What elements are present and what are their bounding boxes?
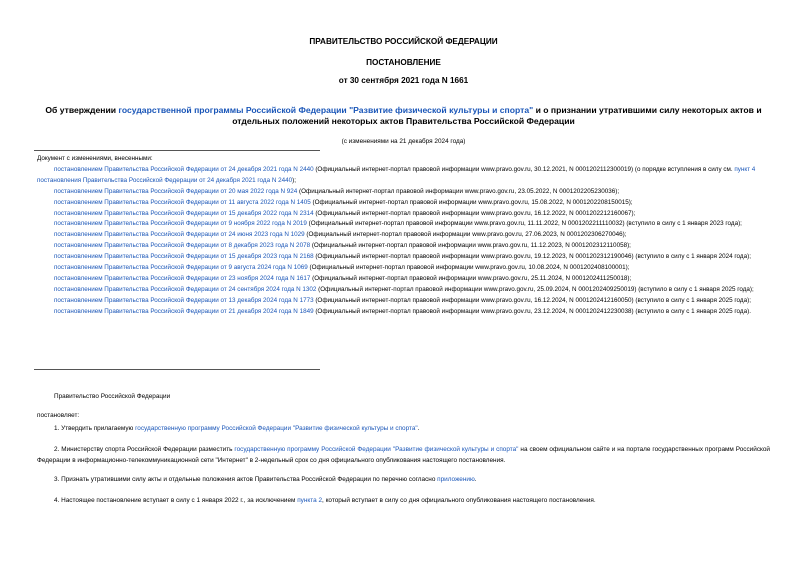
amendment-link[interactable]: постановлением Правительства Российской Федерации от 20 мая 2022 года N 924 [54, 187, 298, 195]
issuing-body: Правительство Российской Федерации [54, 393, 171, 400]
title-program-link[interactable]: государственной программы Российской Федерации "Развитие физической культуры и спорта" [118, 105, 534, 115]
amendment-link[interactable]: постановлением Правительства Российской Федерации от 21 декабря 2024 года N 1849 [54, 307, 314, 315]
paragraph-2: 2. Министерству спорта Российской Федерации разместить государственную программу Российской Федерации "Развитие физической культуры и спорта" на своем официальном сайте и на портале государственных программ Российской Федерации в информационно-телекоммуникационной сети "Интернет" в 2-недельный срок со дня официального опубликования настоящего постановления. [37, 446, 770, 464]
amendment-link[interactable]: постановлением Правительства Российской Федерации от 24 декабря 2021 года N 2440 [54, 165, 314, 173]
amendment-link[interactable]: постановлением Правительства Российской Федерации от 23 ноября 2024 года N 1617 [54, 274, 311, 282]
divider-bottom [34, 369, 320, 370]
amendment-item: постановлением Правительства Российской Федерации от 20 мая 2022 года N 924 (Официальный интернет-портал правовой информации www.pravo.gov.ru, 23.05.2022, N 0001202205230036); [54, 187, 620, 195]
title-prefix: Об утверждении [45, 105, 119, 115]
amendment-item: постановлением Правительства Российской Федерации от 11 августа 2022 года N 1405 (Официальный интернет-портал правовой информации www.pravo.gov.ru, 15.08.2022, N 0001202208150015); [54, 198, 633, 206]
amendment-item: постановлением Правительства Российской Федерации от 21 декабря 2024 года N 1849 (Официальный интернет-портал правовой информации www.pravo.gov.ru, 23.12.2024, N 0001202412230038) (вступило в силу с 1 января 2025 года). [54, 307, 751, 315]
title-suffix: и о признании утратившими силу некоторых актов и отдельных положений некоторых актов Правительства Российской Федерации [232, 105, 762, 126]
amendment-link[interactable]: постановлением Правительства Российской Федерации от 9 августа 2024 года N 1069 [54, 264, 308, 272]
decrees-word: постановляет: [37, 412, 80, 419]
amendment-item: постановлением Правительства Российской Федерации от 15 декабря 2022 года N 2314 (Официальный интернет-портал правовой информации www.pravo.gov.ru, 16.12.2022, N 0001202212160067); [54, 209, 636, 217]
amendment-link[interactable]: постановлением Правительства Российской Федерации от 9 ноября 2022 года N 2019 [54, 220, 307, 228]
amendment-item: постановлением Правительства Российской Федерации от 13 декабря 2024 года N 1773 (Официальный интернет-портал правовой информации www.pravo.gov.ru, 16.12.2024, N 0001202412160050) (вступило в силу с 1 января 2025 года); [54, 296, 751, 304]
changes-note: (с изменениями на 21 декабря 2024 года) [341, 138, 466, 145]
amendment-link[interactable]: постановлением Правительства Российской Федерации от 8 декабря 2023 года N 2078 [54, 242, 311, 250]
paragraph-3: 3. Признать утратившими силу акты и отдельные положения актов Правительства Российской Федерации по перечню согласно приложению. [54, 476, 477, 483]
amendment-item: постановлением Правительства Российской Федерации от 8 декабря 2023 года N 2078 (Официальный интернет-портал правовой информации www.pravo.gov.ru, 11.12.2023, N 0001202312110058); [54, 242, 631, 250]
appendix-link[interactable]: приложению [437, 476, 475, 483]
amendment-item: постановлением Правительства Российской Федерации от 15 декабря 2023 года N 2168 (Официальный интернет-портал правовой информации www.pravo.gov.ru, 19.12.2023, N 0001202312190046) (вступило в силу с 1 января 2024 года); [54, 253, 751, 261]
amendment-item: постановлением Правительства Российской Федерации от 24 июня 2023 года N 1029 (Официальный интернет-портал правовой информации www.pravo.gov.ru, 27.06.2023, N 0001202306270046); [54, 231, 627, 239]
paragraph-4: 4. Настоящее постановление вступает в силу с 1 января 2022 г., за исключением пункта 2, который вступает в силу со дня официального опубликования настоящего постановления. [54, 497, 596, 504]
amendment-item: постановлением Правительства Российской Федерации от 23 ноября 2024 года N 1617 (Официальный интернет-портал правовой информации www.pravo.gov.ru, 25.11.2024, N 0001202411250018); [54, 274, 632, 282]
document-date: от 30 сентября 2021 года N 1661 [338, 76, 469, 85]
government-header: ПРАВИТЕЛЬСТВО РОССИЙСКОЙ ФЕДЕРАЦИИ [309, 37, 498, 46]
amendments-block [37, 154, 770, 318]
amendment-link[interactable]: постановлением Правительства Российской Федерации от 15 декабря 2023 года N 2168 [54, 253, 314, 261]
amendment-item: постановлением Правительства Российской Федерации от 9 августа 2024 года N 1069 (Официальный интернет-портал правовой информации www.pravo.gov.ru, 10.08.2024, N 0001202408100001); [54, 264, 630, 272]
document-type: ПОСТАНОВЛЕНИЕ [366, 58, 441, 67]
amendment-item: постановлением Правительства Российской Федерации от 9 ноября 2022 года N 2019 (Официальный интернет-портал правовой информации www.pravo.gov.ru, 11.11.2022, N 0001202211110032) (вступило в силу с 1 января 2023 года); [54, 220, 742, 228]
amendment-item: постановлением Правительства Российской Федерации от 24 декабря 2021 года N 2440 (Официальный интернет-портал правовой информации www.pravo.gov.ru, 30.12.2021, N 0001202112300019) (о порядке вступления в силу см. пункт 4 постановления Правительства Российской Федерации от 24 декабря 2021 года N 2440); [37, 165, 756, 184]
amendment-link[interactable]: постановлением Правительства Российской Федерации от 15 декабря 2022 года N 2314 [54, 209, 314, 217]
amendment-link[interactable]: постановлением Правительства Российской Федерации от 13 декабря 2024 года N 1773 [54, 296, 314, 304]
amendment-link[interactable]: постановлением Правительства Российской Федерации от 11 августа 2022 года N 1405 [54, 198, 311, 206]
amendment-link[interactable]: постановлением Правительства Российской Федерации от 24 июня 2023 года N 1029 [54, 231, 305, 239]
program-link[interactable]: государственную программу Российской Федерации "Развитие физической культуры и спорта" [135, 425, 418, 432]
amendment-item: постановлением Правительства Российской Федерации от 24 сентября 2024 года N 1302 (Официальный интернет-портал правовой информации www.pravo.gov.ru, 25.09.2024, N 0001202409250019) (вступило в силу с 1 января 2025 года); [54, 285, 754, 293]
paragraph-1: 1. Утвердить прилагаемую государственную программу Российской Федерации "Развитие физической культуры и спорта". [54, 425, 420, 432]
program-link[interactable]: государственную программу Российской Федерации "Развитие физической культуры и спорта" [234, 446, 519, 453]
amendment-effect-link[interactable]: пункт 4 постановления Правительства Российской Федерации от 24 декабря 2021 года N 2440 [37, 165, 756, 184]
amendment-link[interactable]: постановлением Правительства Российской Федерации от 24 сентября 2024 года N 1302 [54, 285, 317, 293]
amendments-intro: Документ с изменениями, внесенными: [37, 155, 153, 162]
document-title [30, 105, 777, 127]
divider-top [34, 150, 320, 151]
clause-2-link[interactable]: пункта 2 [297, 497, 323, 504]
